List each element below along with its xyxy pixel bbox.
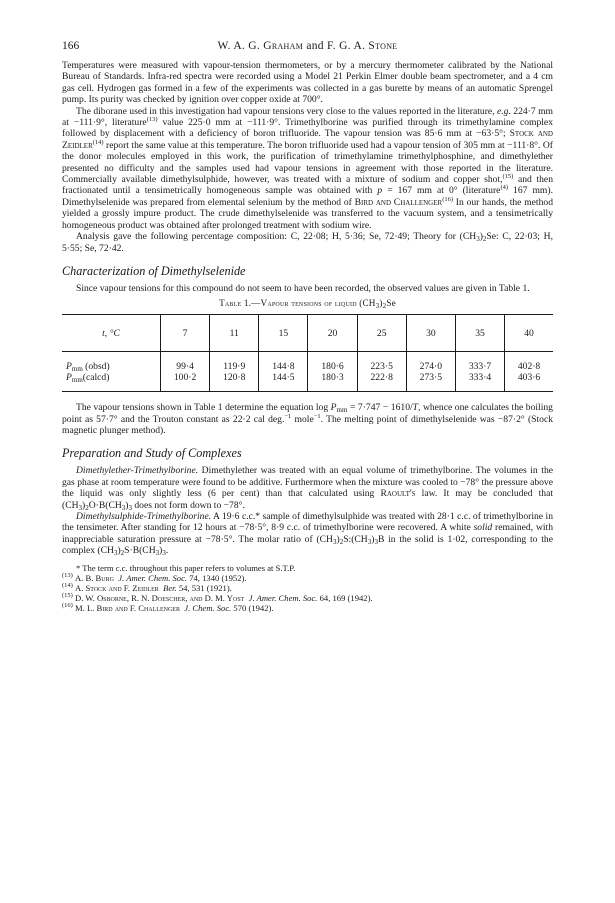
table-cell: 403·6 — [505, 372, 553, 392]
text-span: In our hands, the method yielded a grossly impure product. The crude dimethylselenide was transferred to the vacuum system, and a tensimetrically homogeneous product was obtained after prolonged treatment with sodium wire. — [62, 196, 553, 231]
reference-entry — [62, 583, 553, 593]
row-label — [62, 372, 161, 392]
header-label: t, °C — [102, 327, 120, 339]
subscript: 2 — [339, 537, 344, 546]
column-header: 25 — [357, 315, 406, 352]
text-span: S·B(CH — [124, 545, 156, 557]
table-cell: 180·6 — [308, 352, 357, 372]
paragraph-dimethylether — [62, 465, 553, 511]
reference-number: (14) — [62, 581, 73, 589]
text-span: ) — [125, 499, 129, 511]
text-span: e.g. — [497, 105, 511, 117]
column-header-temperature — [62, 315, 161, 352]
reference-authors: D. W. Osborne, R. N. Doescher, and D. M. Yost — [75, 592, 245, 603]
subscript: 3 — [476, 235, 480, 244]
reference-number: (15) — [62, 591, 73, 599]
reference-details: 570 (1942). — [231, 602, 274, 613]
subscript: 3 — [78, 503, 83, 512]
author-reference: Bird and Challenger — [354, 196, 443, 208]
emphasis: solid — [473, 522, 493, 534]
footnote: * The term c.c. throughout this paper refers to volumes at S.T.P. — [76, 562, 296, 573]
text-span: . — [165, 545, 169, 557]
row-label-text: (calcd) — [82, 371, 110, 383]
reference-journal: Ber. — [163, 582, 177, 593]
subscript: 3 — [367, 537, 372, 546]
author-reference: Raoult's — [380, 488, 416, 500]
table-caption — [62, 298, 553, 311]
table-cell: 273·5 — [406, 372, 455, 392]
author-names-1: W. A. G. Graham — [217, 40, 304, 52]
text-span: 167 mm). Dimethylselenide was prepared from elemental selenium by the method of — [62, 185, 553, 208]
subscript: 3 — [128, 503, 132, 512]
text-span: remained, with inappreciable saturation pressure at −78·5°. The molar ratio of (CH — [62, 522, 553, 545]
caption-text: ) — [379, 298, 383, 309]
subscript: 2 — [120, 549, 125, 558]
table-cell: 333·4 — [455, 372, 504, 392]
table-row-observed — [62, 352, 553, 372]
text-span: mole — [291, 413, 314, 425]
row-label-text: (obsd) — [82, 360, 110, 372]
text-span: Dimethylether was treated with an equal volume of trimethylborine. The volumes in the gas phase at room temperature were found to be additive. Furthermore when the mixture was cooled to −78° the pressure above the liquid was only slightly less (6 per cent) than that calculated using — [62, 465, 553, 500]
table-cell: 119·9 — [210, 352, 259, 372]
subscript: 2 — [85, 503, 89, 512]
subscript: mm — [71, 364, 83, 373]
reference-marker: (14) — [92, 138, 104, 146]
reference-entry — [62, 573, 553, 583]
subscript: mm — [336, 406, 348, 415]
table-cell: 100·2 — [161, 372, 210, 392]
text-span: = 167 mm at 0° (literature — [382, 185, 501, 197]
subscript: mm — [71, 375, 83, 384]
column-header: 15 — [259, 315, 308, 352]
caption-text: Table 1.—Vapour tensions of liquid (CH — [219, 298, 376, 309]
table-cell: 144·5 — [259, 372, 308, 392]
text-span: ) — [479, 231, 483, 243]
reference-journal: J. Chem. Soc. — [184, 602, 232, 613]
reference-marker: (4) — [500, 184, 509, 192]
subscript: 3 — [113, 549, 118, 558]
paragraph-materials — [62, 106, 553, 231]
paragraph-table-intro: Since vapour tensions for this compound do not seem to have been recorded, the observed values are given in Table 1. — [76, 282, 530, 294]
reference-authors: A. B. Burg — [75, 572, 114, 583]
column-header: 40 — [505, 315, 553, 352]
running-header — [62, 40, 553, 60]
text-span: = 7·747 − 1610/ — [347, 402, 413, 414]
text-span: does not form down to −78°. — [131, 499, 245, 511]
column-header: 11 — [210, 315, 259, 352]
table-cell: 144·8 — [259, 352, 308, 372]
text-span: ) — [371, 533, 375, 545]
text-span: O·B(CH — [88, 499, 122, 511]
reference-marker: (13) — [146, 116, 158, 124]
text-span: Analysis gave the following percentage composition: C, 22·08; H, 5·36; Se, 72·49; Theory for (CH — [76, 231, 477, 243]
paragraph-methods: Temperatures were measured with vapour-tension thermometers, or by a mercury thermometer calibrated by the National Bureau of Standards. Infra-red spectra were recorded using a Model 21 Perkin Elmer double beam spectrometer, and a 4 cm gas cell. Hydrogen gas formed in a few of the experiments was collected in a gas burette by means of an automatic Sprengel pump. Its purity was checked by ignition over copper oxide at 700°. — [62, 60, 553, 106]
paragraph-equation — [62, 402, 553, 436]
text-span: The vapour tensions shown in Table 1 determine the equation log — [76, 402, 331, 414]
subsection-title: Dimethylsulphide-Trimethylborine. — [76, 510, 212, 522]
row-label — [62, 352, 161, 372]
reference-number: (13) — [62, 571, 73, 579]
reference-marker: (16) — [442, 195, 454, 203]
section-heading-preparation: Preparation and Study of Complexes — [62, 446, 242, 461]
caption-text: Se — [386, 298, 396, 309]
table-header-row — [62, 315, 553, 352]
reference-authors: M. L. Bird and F. Challenger — [75, 602, 180, 613]
paragraph-dimethylsulphide — [62, 511, 553, 557]
text-span: law. It may be concluded that (CH — [62, 488, 553, 511]
column-header: 30 — [406, 315, 455, 352]
subscript: 2 — [482, 235, 487, 244]
reference-details: 54, 531 (1921). — [176, 582, 232, 593]
subscript: 3 — [333, 537, 337, 546]
variable: P — [330, 402, 337, 414]
reference-details: 64, 169 (1942). — [317, 592, 373, 603]
text-span: ) — [336, 533, 340, 545]
subscript: 3 — [375, 302, 380, 311]
text-span: Se: C, 22·03; H, 5·55; Se, 72·42. — [62, 231, 553, 254]
paragraph-analysis — [62, 231, 553, 254]
reference-entry — [62, 593, 553, 603]
subscript: 3 — [121, 503, 126, 512]
reference-marker: (15) — [502, 173, 514, 181]
text-span: report the same value at this temperature. The boron trifluoride used had a vapour tension of 305 mm at −111·8°. Of the donor molecules employed in this work, the purification of trimethylamine trimethylphosphine, and dimethylether presented no difficulty and the samples used had vapour tensions in agreement with those reported in the literature. Commercially available dimethylsulphide, however, was treated with a mixture of sodium and copper shot, — [62, 139, 553, 186]
reference-entry — [62, 603, 553, 613]
page — [62, 40, 553, 613]
table-cell: 180·3 — [308, 372, 357, 392]
text-span: and then fractionated until a tensimetrically homogeneous sample was obtained with — [62, 174, 553, 197]
reference-journal: J. Amer. Chem. Soc. — [118, 572, 188, 583]
table-cell: 222·8 — [357, 372, 406, 392]
text-span: value 225·0 mm at −111·9°. Trimethylborine was purified through its trimethylamine complex followed by displacement with a deficiency of boron trifluoride. The vapour tension was 85·6 mm at −63·5°; — [62, 117, 553, 140]
text-span: ) — [159, 545, 163, 557]
author-names-2: F. G. A. Stone — [327, 40, 398, 52]
table-cell: 120·8 — [210, 372, 259, 392]
vapour-tension-table — [62, 314, 553, 392]
running-title — [62, 40, 553, 52]
table-cell: 223·5 — [357, 352, 406, 372]
superscript: −1 — [284, 412, 292, 420]
subscript: 3 — [155, 549, 160, 558]
author-reference: Stock and Zeidler — [62, 128, 553, 151]
variable: P — [66, 371, 72, 383]
reference-details: 74, 1340 (1952). — [187, 572, 247, 583]
variable: p — [377, 185, 383, 197]
section-heading-characterization: Characterization of Dimethylselenide — [62, 263, 246, 278]
column-header: 7 — [161, 315, 210, 352]
table-row-calculated — [62, 372, 553, 392]
table-cell: 333·7 — [455, 352, 504, 372]
subscript: 3 — [374, 537, 378, 546]
variable: P — [66, 360, 72, 372]
table-cell: 402·8 — [505, 352, 553, 372]
subsection-title: Dimethylether-Trimethylborine. — [76, 465, 199, 477]
text-span: ) — [117, 545, 121, 557]
column-header: 20 — [308, 315, 357, 352]
superscript: −1 — [313, 412, 321, 420]
text-span: . The melting point of dimethylselenide was −87·2° (Stock magnetic plunger method). — [62, 413, 553, 436]
subscript: 3 — [162, 549, 166, 558]
text-span: S:(CH — [343, 533, 368, 545]
table-cell: 274·0 — [406, 352, 455, 372]
reference-authors: A. Stock and F. Zeidler — [75, 582, 159, 593]
reference-journal: J. Amer. Chem. Soc. — [248, 592, 318, 603]
footnotes — [62, 563, 553, 613]
variable: T — [412, 402, 418, 414]
text-span: B in the solid is 1·02, corresponding to the complex (CH — [62, 533, 553, 557]
text-span: ) — [82, 499, 86, 511]
text-span: A 19·6 c.c.* sample of dimethylsulphide was treated with 28·1 c.c. of trimethylborine in the tensimeter. After standing for 12 hours at −78·5°, 8·9 c.c. of trimethylborine were recovered. A white — [62, 510, 553, 534]
table-cell: 99·4 — [161, 352, 210, 372]
reference-number: (16) — [62, 601, 73, 609]
page-number: 166 — [62, 40, 80, 52]
text-span: 224·7 mm at −111·9°, literature — [62, 105, 553, 129]
text-span: , whence one calculates the boiling point as 57·7° and the Trouton constant as 22·2 cal deg. — [62, 402, 553, 425]
subscript: 2 — [382, 302, 387, 311]
author-conjunction: and — [306, 40, 324, 52]
column-header: 35 — [455, 315, 504, 352]
text-span: The diborane used in this investigation had vapour tensions very close to the values reported in the literature, — [76, 105, 497, 117]
